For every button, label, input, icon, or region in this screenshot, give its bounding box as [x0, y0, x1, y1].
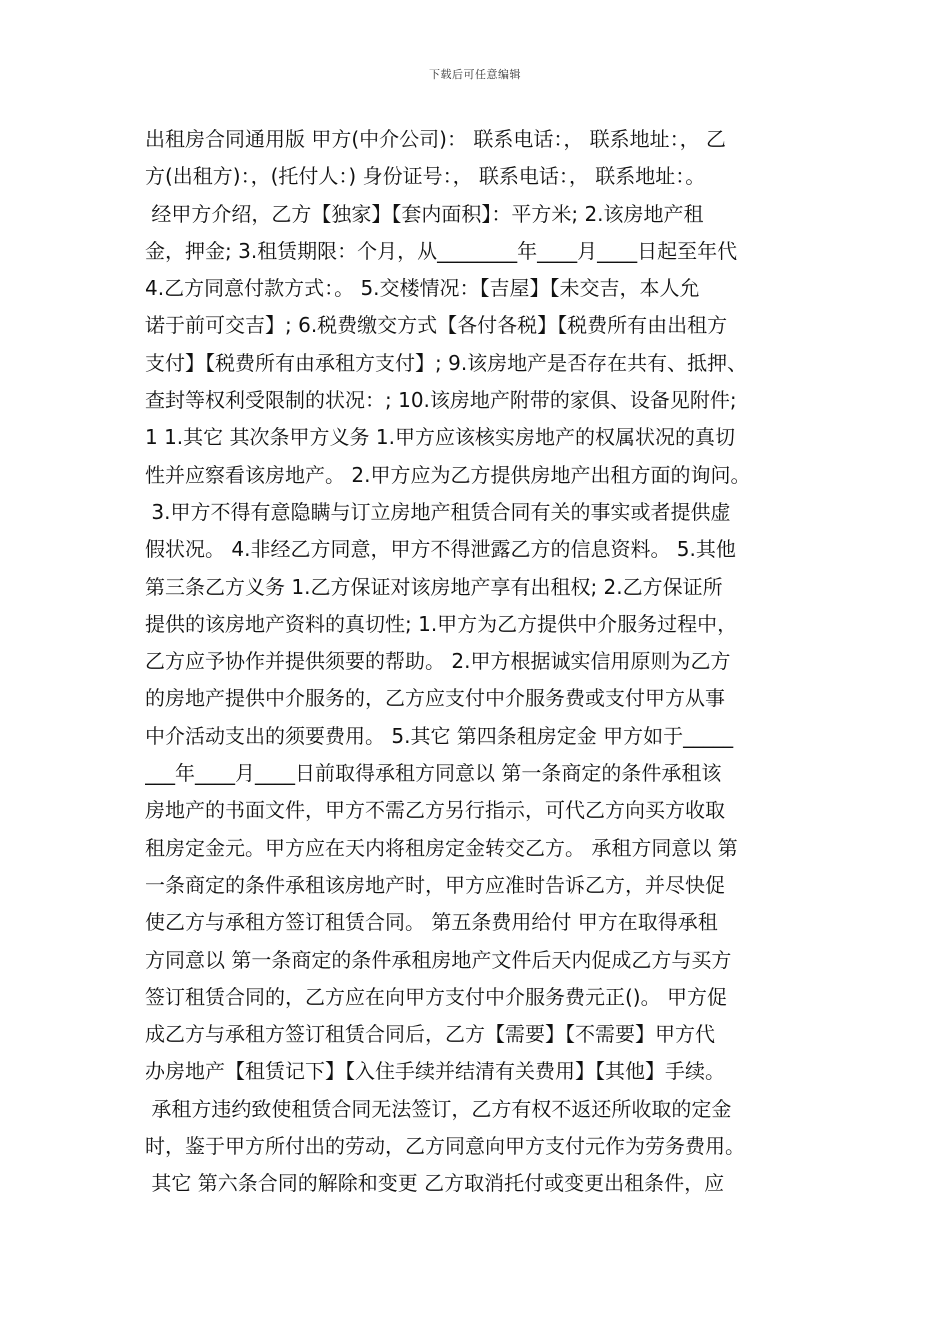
text-line: 租房定金元。甲方应在天内将租房定金转交乙方。 承租方同意以 第 [145, 835, 738, 860]
text-line: 金，押金; 3.租赁期限：个月，从________年____月____日起至年代 [145, 238, 738, 263]
text-line: 时，鉴于甲方所付出的劳动，乙方同意向甲方支付元作为劳务费用。 [145, 1134, 745, 1159]
text-line: 使乙方与承租方签订租赁合同。 第五条费用给付 甲方在取得承租 [145, 910, 718, 935]
text-line: 办房地产【租赁记下】【入住手续并结清有关费用】【其他】手续。 [145, 1059, 725, 1084]
text-line: 一条商定的条件承租该房地产时，甲方应准时告诉乙方，并尽快促 [145, 872, 725, 897]
document-body [145, 121, 810, 1203]
text-line: 4.乙方同意付款方式：。 5.交楼情况：【吉屋】【未交吉，本人允 [145, 276, 700, 301]
text-line: 第三条乙方义务 1.乙方保证对该房地产享有出租权; 2.乙方保证所 [145, 574, 723, 599]
text-line: 签订租赁合同的，乙方应在向甲方支付中介服务费元正()。 甲方促 [145, 984, 727, 1009]
text-line: 承租方违约致使租赁合同无法签订，乙方有权不返还所收取的定金 [145, 1096, 732, 1121]
text-line: 诺于前可交吉】; 6.税费缴交方式【各付各税】【税费所有由出租方 [145, 313, 728, 338]
text-line: 成乙方与承租方签订租赁合同后，乙方【需要】【不需要】甲方代 [145, 1022, 715, 1047]
text-line: 方(出租方)：，(托付人：) 身份证号：， 联系电话：， 联系地址：。 [145, 164, 706, 189]
text-line: 提供的该房地产资料的真切性; 1.甲方为乙方提供中介服务过程中， [145, 611, 738, 636]
text-line: 经甲方介绍，乙方【独家】【套内面积】：平方米; 2.该房地产租 [145, 201, 704, 226]
text-line: 中介活动支出的须要费用。 5.其它 第四条租房定金 甲方如于_____ [145, 723, 734, 748]
text-line: 假状况。 4.非经乙方同意，甲方不得泄露乙方的信息资料。 5.其他 [145, 537, 736, 562]
text-line: 房地产的书面文件，甲方不需乙方另行指示，可代乙方向买方收取 [145, 798, 725, 823]
header-note: 下载后可任意编辑 [429, 68, 521, 81]
text-line: 3.甲方不得有意隐瞒与订立房地产租赁合同有关的事实或者提供虚 [145, 499, 731, 524]
text-line: 性并应察看该房地产。 2.甲方应为乙方提供房地产出租方面的询问。 [145, 462, 751, 487]
text-line: 支付】【税费所有由承租方支付】; 9.该房地产是否存在共有、抵押、 [145, 350, 748, 375]
text-line: 1 1.其它 其次条甲方义务 1.甲方应该核实房地产的权属状况的真切 [145, 425, 735, 450]
text-line: 方同意以 第一条商定的条件承租房地产文件后天内促成乙方与买方 [145, 947, 732, 972]
text-line: ___年____月____日前取得承租方同意以 第一条商定的条件承租该 [145, 761, 722, 786]
text-line: 查封等权利受限制的状况：; 10.该房地产附带的家俱、设备见附件; [145, 388, 737, 413]
text-line: 出租房合同通用版 甲方(中介公司)： 联系电话：， 联系地址：， 乙 [145, 127, 727, 151]
text-line: 其它 第六条合同的解除和变更 乙方取消托付或变更出租条件，应 [145, 1171, 725, 1196]
text-line: 的房地产提供中介服务的，乙方应支付中介服务费或支付甲方从事 [145, 686, 725, 711]
text-line: 乙方应予协作并提供须要的帮助。 2.甲方根据诚实信用原则为乙方 [145, 649, 731, 674]
